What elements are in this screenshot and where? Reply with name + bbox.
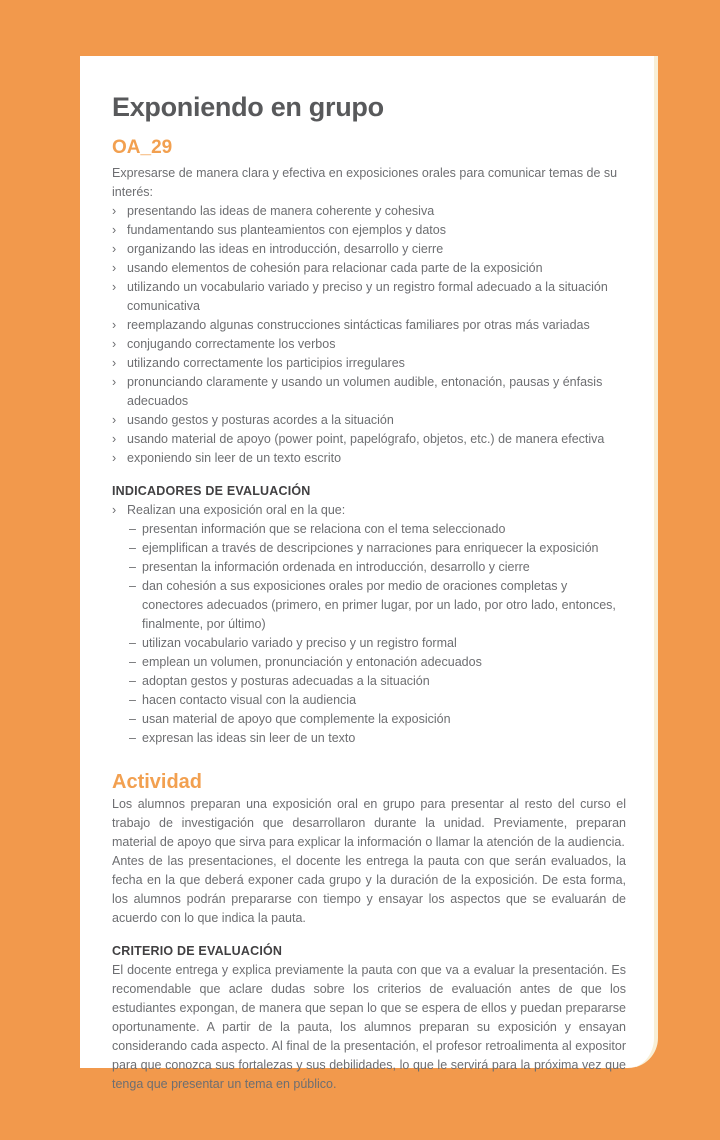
sub-list-item <box>129 691 626 710</box>
list-item <box>112 335 626 354</box>
activity-paragraph: Los alumnos preparan una exposición oral en grupo para presentar al resto del curso el trabajo de investigación que desarrollaron durante la unidad. Previamente, preparan material de apoyo que sirva para explicar la información o llamar la atención de la audiencia. <box>112 797 626 849</box>
list-item <box>112 240 626 259</box>
list-item-text: usando elementos de cohesión para relacionar cada parte de la exposición <box>127 261 543 275</box>
sub-list-item <box>129 634 626 653</box>
criteria-heading: CRITERIO DE EVALUACIÓN <box>112 944 283 958</box>
chevron-bullet-icon: › <box>112 356 117 370</box>
dash-bullet-icon: – <box>129 579 136 593</box>
list-item <box>112 202 626 221</box>
sub-list-item-text: presentan la información ordenada en introducción, desarrollo y cierre <box>142 560 530 574</box>
indicators-lead-item <box>112 501 626 520</box>
oa-intro-text: Expresarse de manera clara y efectiva en exposiciones orales para comunicar temas de su interés: <box>112 166 618 199</box>
list-item <box>112 221 626 240</box>
dash-bullet-icon: – <box>129 655 136 669</box>
sub-list-item-text: expresan las ideas sin leer de un texto <box>142 731 356 745</box>
sub-list-item <box>129 729 626 748</box>
list-item-text: pronunciando claramente y usando un volumen audible, entonación, pausas y énfasis adecuados <box>127 375 603 408</box>
sub-list-item-text: hacen contacto visual con la audiencia <box>142 693 357 707</box>
list-item-text: conjugando correctamente los verbos <box>127 337 336 351</box>
sub-list-item-text: presentan información que se relaciona con el tema seleccionado <box>142 522 506 536</box>
sub-list-item-text: ejemplifican a través de descripciones y narraciones para enriquecer la exposición <box>142 541 599 555</box>
list-item-text: usando gestos y posturas acordes a la situación <box>127 413 394 427</box>
list-item-text: organizando las ideas en introducción, desarrollo y cierre <box>127 242 444 256</box>
chevron-bullet-icon: › <box>112 375 117 389</box>
sub-list-item <box>129 577 626 634</box>
oa-bullet-list <box>112 202 626 468</box>
list-item <box>112 449 626 468</box>
dash-bullet-icon: – <box>129 541 136 555</box>
sub-list-item-text: utilizan vocabulario variado y preciso y un registro formal <box>142 636 457 650</box>
chevron-bullet-icon: › <box>112 451 117 465</box>
sub-list-item-text: usan material de apoyo que complemente la exposición <box>142 712 451 726</box>
sub-list-item <box>129 539 626 558</box>
dash-bullet-icon: – <box>129 522 136 536</box>
chevron-bullet-icon: › <box>112 432 117 446</box>
sub-list-item-text: emplean un volumen, pronunciación y entonación adecuados <box>142 655 482 669</box>
indicators-lead-text: Realizan una exposición oral en la que: <box>127 503 346 517</box>
chevron-bullet-icon: › <box>112 337 117 351</box>
dash-bullet-icon: – <box>129 674 136 688</box>
sub-list-item <box>129 672 626 691</box>
chevron-bullet-icon: › <box>112 413 117 427</box>
list-item-text: utilizando un vocabulario variado y preciso y un registro formal adecuado a la situación comunicativa <box>127 280 608 313</box>
chevron-bullet-icon: › <box>112 503 117 517</box>
activity-paragraphs <box>112 795 626 928</box>
list-item <box>112 354 626 373</box>
oa-heading: OA_29 <box>112 137 173 158</box>
sub-list-item <box>129 558 626 577</box>
chevron-bullet-icon: › <box>112 280 117 294</box>
list-item-text: presentando las ideas de manera coherente y cohesiva <box>127 204 435 218</box>
list-item-text: exponiendo sin leer de un texto escrito <box>127 451 342 465</box>
list-item <box>112 411 626 430</box>
chevron-bullet-icon: › <box>112 261 117 275</box>
criteria-paragraph: El docente entrega y explica previamente la pauta con que va a evaluar la presentación. Es recomendable que aclare dudas sobre los criterios de evaluación antes de que los estudiantes expongan, de manera que sepan lo que se espera de ellos y puedan prepararse oportunamente. A partir de la pauta, los alumnos preparan su exposición y ensayan considerando cada aspecto. Al final de la presentación, el profesor retroalimenta al expositor para que conozca sus fortalezas y sus debilidades, lo que le servirá para la próxima vez que tenga que presentar un tema en público. <box>112 963 626 1091</box>
page-title: Exponiendo en grupo <box>112 92 384 122</box>
list-item <box>112 373 626 411</box>
sub-list-item <box>129 520 626 539</box>
sub-list-item-text: adoptan gestos y posturas adecuadas a la situación <box>142 674 430 688</box>
sub-list-item <box>129 653 626 672</box>
indicators-heading: INDICADORES DE EVALUACIÓN <box>112 484 311 498</box>
dash-bullet-icon: – <box>129 560 136 574</box>
chevron-bullet-icon: › <box>112 223 117 237</box>
dash-bullet-icon: – <box>129 693 136 707</box>
list-item <box>112 259 626 278</box>
sub-list-item-text: dan cohesión a sus exposiciones orales por medio de oraciones completas y conectores adecuados (primero, en primer lugar, por un lado, por otro lado, entonces, finalmente, por último) <box>142 579 616 631</box>
dash-bullet-icon: – <box>129 636 136 650</box>
content-card <box>80 56 658 1091</box>
list-item <box>112 430 626 449</box>
indicators-sub-list <box>112 520 626 748</box>
chevron-bullet-icon: › <box>112 318 117 332</box>
list-item-text: utilizando correctamente los participios irregulares <box>127 356 405 370</box>
list-item <box>112 316 626 335</box>
activity-paragraph: Antes de las presentaciones, el docente les entrega la pauta con que serán evaluados, la fecha en la que deberá exponer cada grupo y la duración de la exposición. De esta forma, los alumnos podrán prepararse con tiempo y ensayar los aspectos que se evaluarán de acuerdo con lo que indica la pauta. <box>112 854 626 925</box>
sub-list-item <box>129 710 626 729</box>
list-item-text: fundamentando sus planteamientos con ejemplos y datos <box>127 223 446 237</box>
dash-bullet-icon: – <box>129 712 136 726</box>
list-item <box>112 278 626 316</box>
chevron-bullet-icon: › <box>112 204 117 218</box>
list-item-text: usando material de apoyo (power point, papelógrafo, objetos, etc.) de manera efectiva <box>127 432 605 446</box>
activity-heading: Actividad <box>112 771 203 793</box>
list-item-text: reemplazando algunas construcciones sintácticas familiares por otras más variadas <box>127 318 590 332</box>
dash-bullet-icon: – <box>129 731 136 745</box>
chevron-bullet-icon: › <box>112 242 117 256</box>
